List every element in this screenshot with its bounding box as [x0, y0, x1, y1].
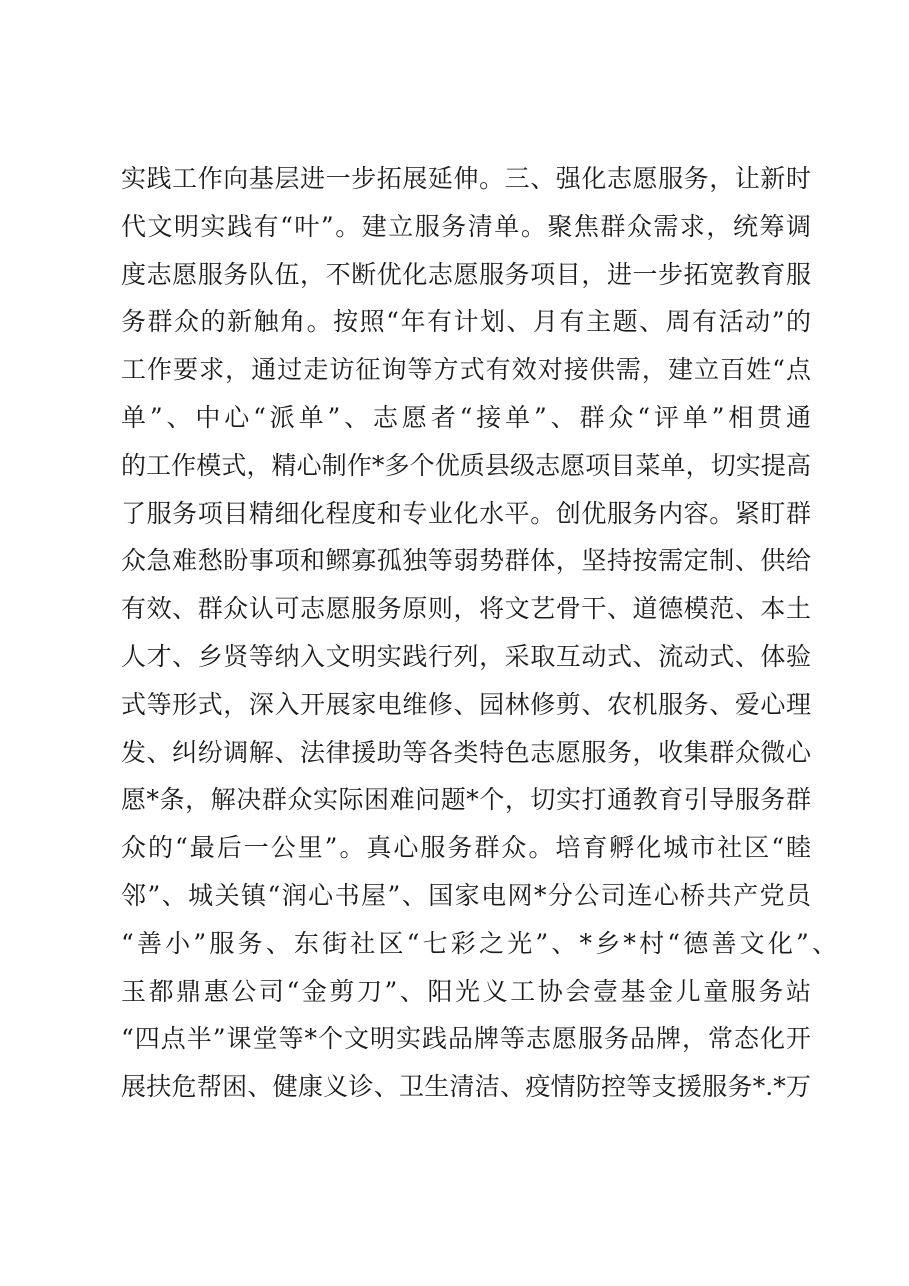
text-line: “善小”服务、东街社区“七彩之光”、*乡*村“德善文化”、: [121, 928, 837, 958]
text-line: 式等形式，深入开展家电维修、园林修剪、农机服务、爱心理: [121, 689, 811, 719]
text-line: 发、纠纷调解、法律援助等各类特色志愿服务，收集群众微心: [121, 737, 811, 767]
text-line: 众急难愁盼事项和鳏寡孤独等弱势群体，坚持按需定制、供给: [121, 546, 811, 576]
text-line: 务群众的新触角。按照“年有计划、月有主题、周有活动”的: [121, 307, 811, 337]
text-line: 邻”、城关镇“润心书屋”、国家电网*分公司连心桥共产党员: [121, 880, 811, 910]
text-line: 有效、群众认可志愿服务原则，将文艺骨干、道德模范、本土: [121, 594, 811, 624]
text-line: 众的“最后一公里”。真心服务群众。培育孵化城市社区“睦: [121, 833, 811, 863]
text-line: “四点半”课堂等*个文明实践品牌等志愿服务品牌，常态化开: [121, 1024, 811, 1054]
text-line: 玉都鼎惠公司“金剪刀”、阳光义工协会壹基金儿童服务站: [121, 976, 811, 1006]
text-line: 了服务项目精细化程度和专业化水平。创优服务内容。紧盯群: [121, 498, 811, 528]
body-paragraph: [121, 160, 837, 1116]
text-line: 工作要求，通过走访征询等方式有效对接供需，建立百姓“点: [121, 355, 811, 385]
text-line: 实践工作向基层进一步拓展延伸。三、强化志愿服务，让新时: [121, 164, 811, 193]
text-line: 愿*条，解决群众实际困难问题*个，切实打通教育引导服务群: [121, 785, 811, 815]
text-line: 人才、乡贤等纳入文明实践行列，采取互动式、流动式、体验: [121, 641, 811, 671]
text-line: 度志愿服务队伍，不断优化志愿服务项目，进一步拓宽教育服: [121, 259, 811, 289]
text-line: 单”、中心“派单”、志愿者“接单”、群众“评单”相贯通: [121, 402, 811, 432]
text-line: 的工作模式，精心制作*多个优质县级志愿项目菜单，切实提高: [121, 450, 811, 480]
text-line: 展扶危帮困、健康义诊、卫生清洁、疫情防控等支援服务*.*万: [121, 1072, 811, 1102]
text-line: 代文明实践有“叶”。建立服务清单。聚焦群众需求，统筹调: [121, 211, 811, 241]
